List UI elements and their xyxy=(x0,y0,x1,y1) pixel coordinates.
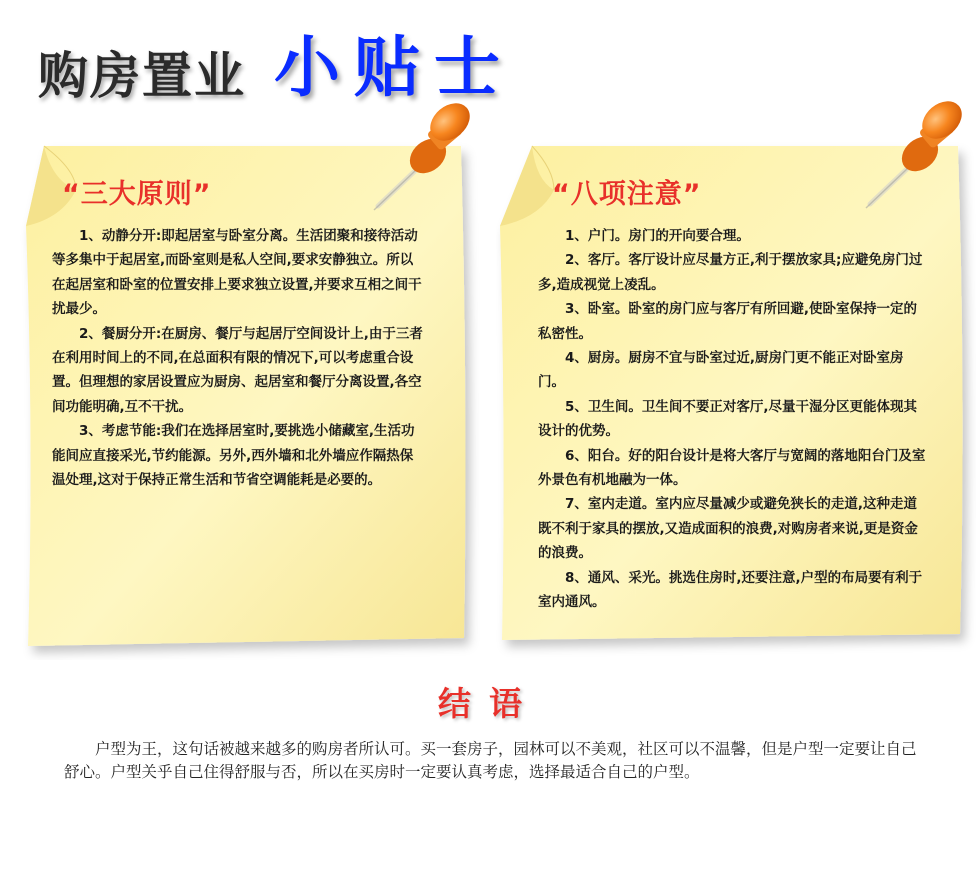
pushpin-icon xyxy=(852,96,972,216)
note-precautions xyxy=(496,140,976,660)
precaution-3: 3、卧室。卧室的房门应与客厅有所回避,使卧室保持一定的私密性。 xyxy=(538,301,918,342)
note-title: “三大原则” xyxy=(62,179,212,210)
precaution-7: 7、室内走道。室内应尽量减少或避免狭长的走道,这种走道既不利于家具的摆放,又造成面积的浪费,对购房者来说,更是资金的浪费。 xyxy=(538,496,918,562)
conclusion-text: 户型为王，这句话被越来越多的购房者所认可。买一套房子，园林可以不美观，社区可以不温馨，但是户型一定要让自己舒心。户型关乎自己住得舒服与否，所以在买房时一定要认真考虑，选择最适合自己的户型。 xyxy=(64,740,917,781)
note-body xyxy=(52,224,426,492)
conclusion-title: 结语 xyxy=(438,684,540,723)
precaution-6: 6、阳台。好的阳台设计是将大客厅与宽阔的落地阳台门及室外景色有机地融为一体。 xyxy=(538,447,926,489)
note-principles xyxy=(6,140,480,660)
note-body xyxy=(538,224,926,615)
precaution-1: 1、户门。房门的开向要合理。 xyxy=(565,228,750,244)
precaution-5: 5、卫生间。卫生间不要正对客厅,尽量干湿分区更能体现其设计的优势。 xyxy=(538,398,918,440)
pushpin-icon xyxy=(360,98,480,218)
precaution-4: 4、厨房。厨房不宜与卧室过近,厨房门更不能正对卧室房门。 xyxy=(538,350,904,391)
principle-1: 1、动静分开:即起居室与卧室分离。生活团聚和接待活动等多集中于起居室,而卧室则是私人空间,要求安静独立。所以在起居室和卧室的位置安排上要求独立设置,并要求互相之间干扰最少。 xyxy=(52,228,422,318)
page-title-main: 购房置业 xyxy=(38,47,246,105)
page-title-highlight: 小贴士 xyxy=(274,29,514,106)
principle-3: 3、考虑节能:我们在选择居室时,要挑选小储藏室,生活功能间应直接采光,节约能源。另外,西外墙和北外墙应作隔热保温处理,这对于保持正常生活和节省空调能耗是必要的。 xyxy=(52,423,415,489)
note-title: “八项注意” xyxy=(552,179,702,210)
precaution-2: 2、客厅。客厅设计应尽量方正,利于摆放家具;应避免房门过多,造成视觉上凌乱。 xyxy=(538,252,923,293)
principle-2: 2、餐厨分开:在厨房、餐厅与起居厅空间设计上,由于三者在利用时间上的不同,在总面积有限的情况下,可以考虑重合设置。但理想的家居设置应为厨房、起居室和餐厅分离设置,各空间功能明确,互不干扰。 xyxy=(52,325,423,415)
precaution-8: 8、通风、采光。挑选住房时,还要注意,户型的布局要有利于室内通风。 xyxy=(538,569,923,611)
